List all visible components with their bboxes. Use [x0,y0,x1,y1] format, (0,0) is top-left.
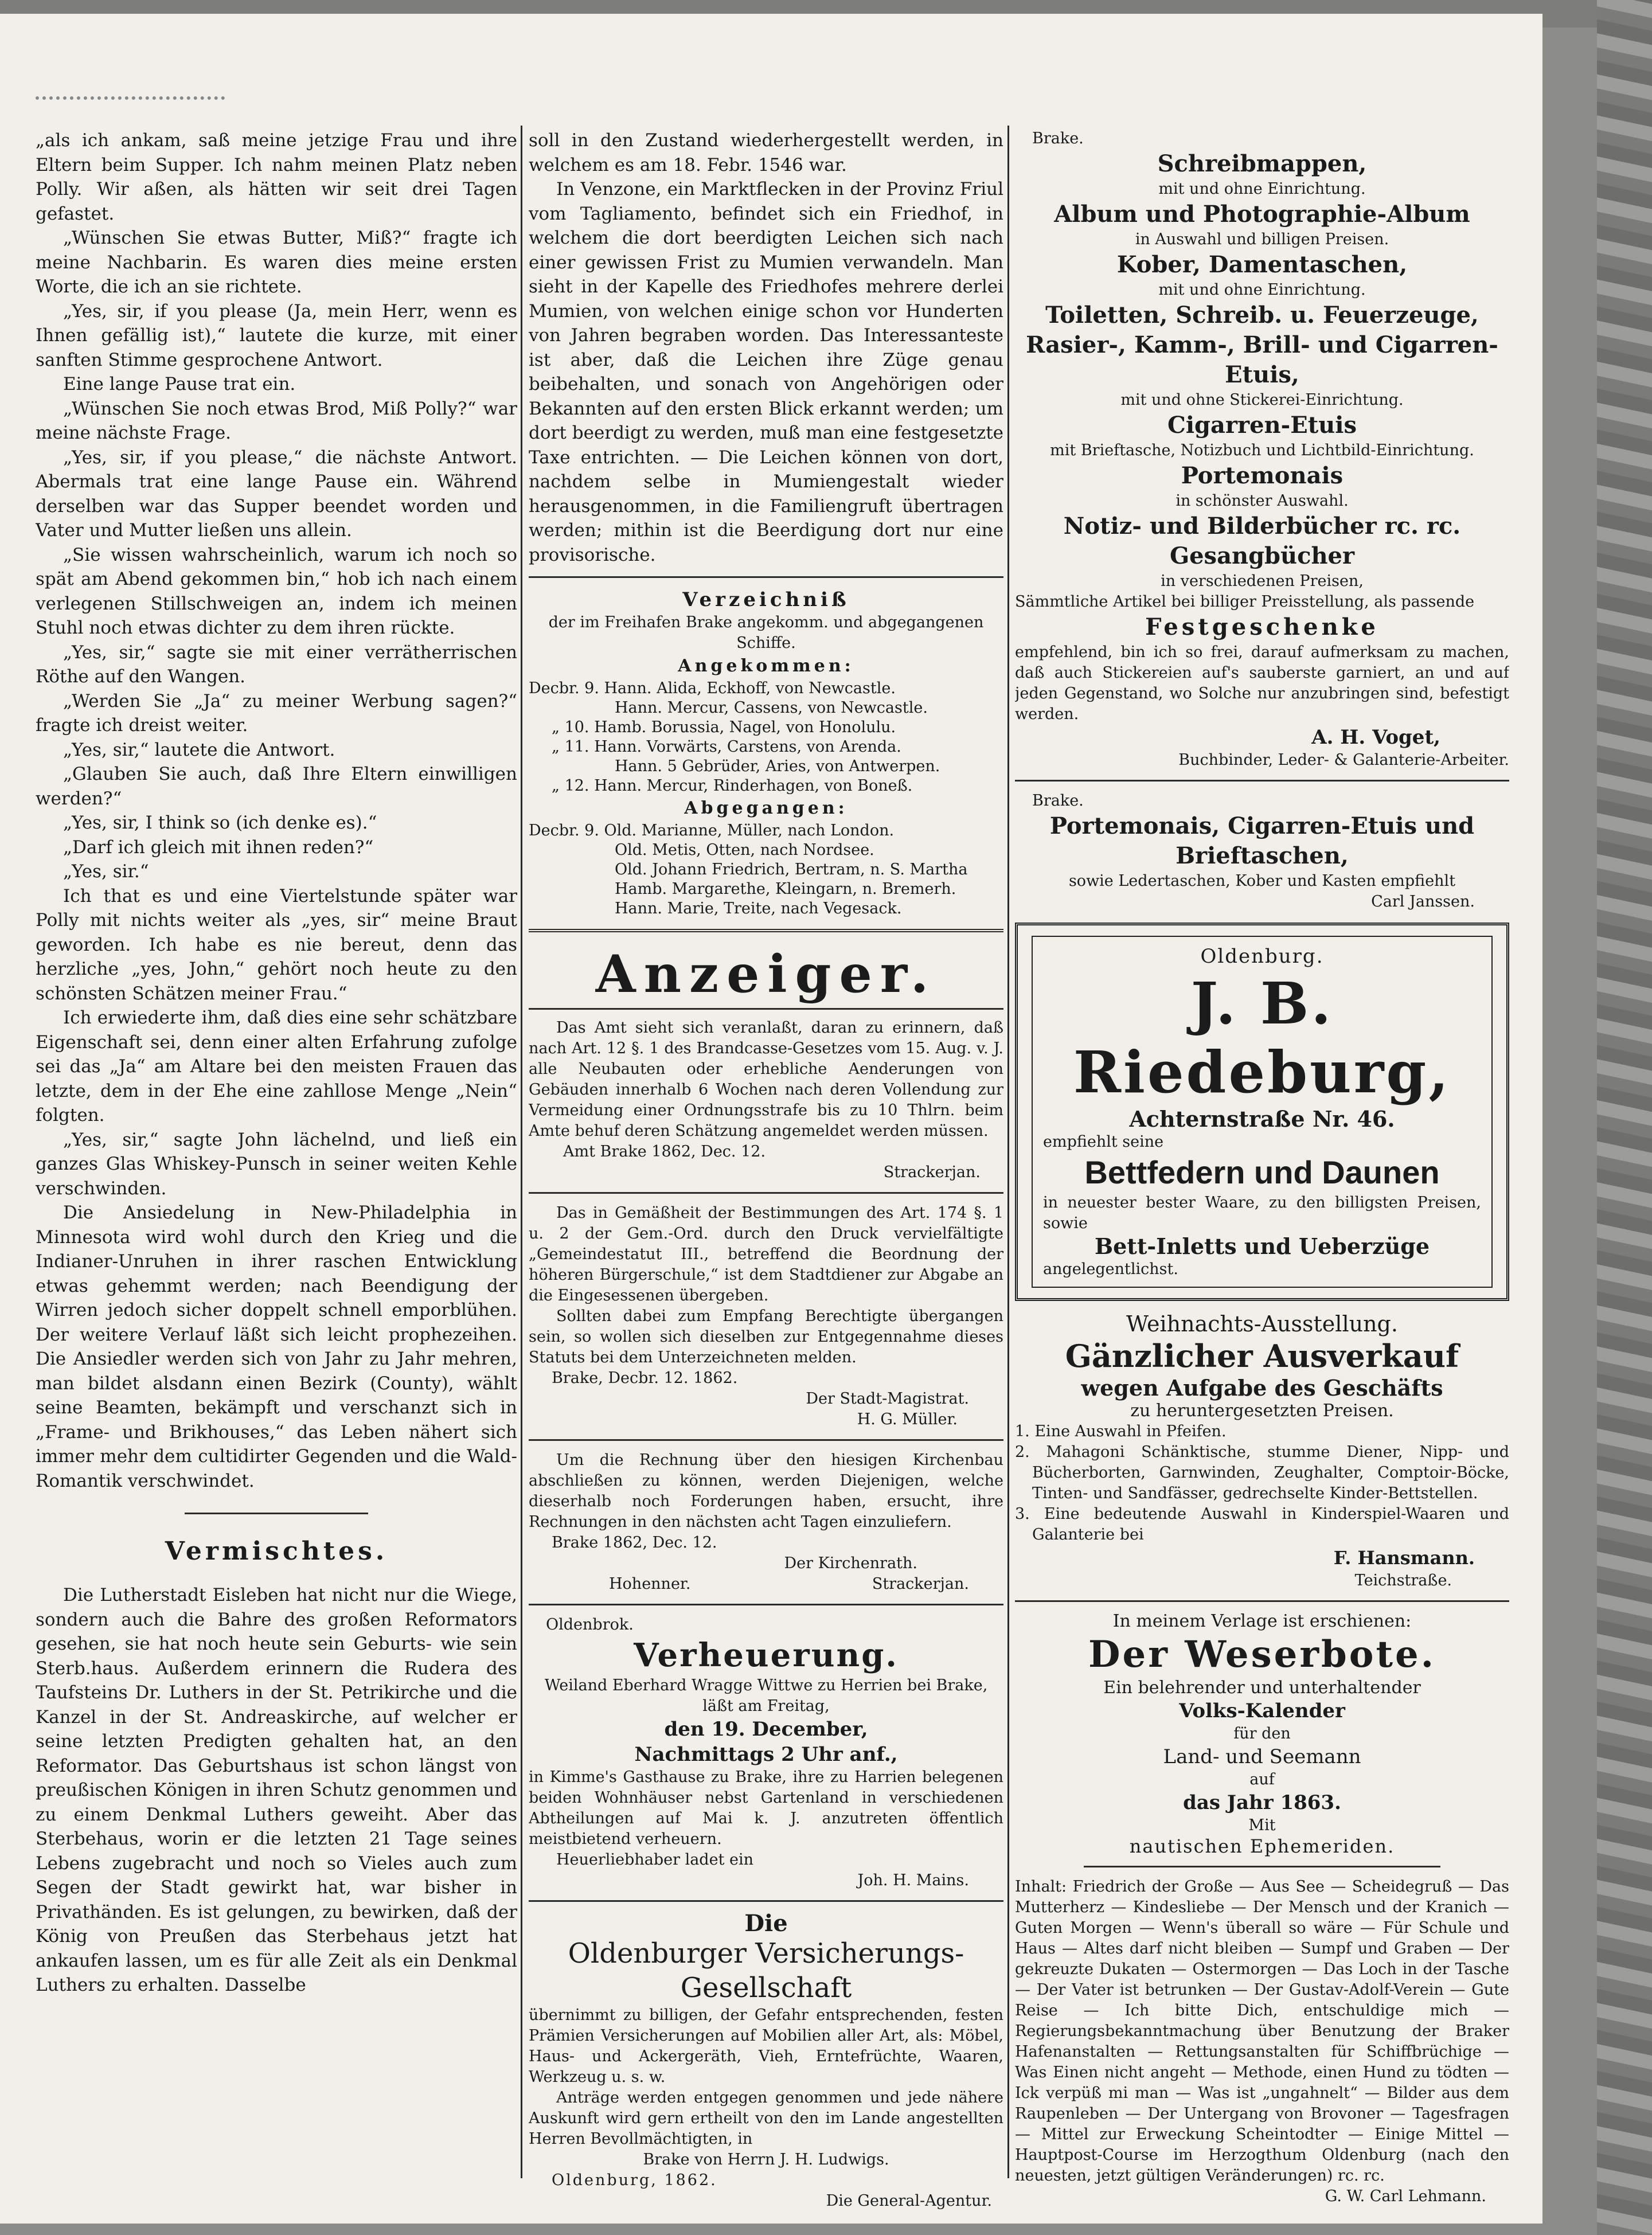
ship-entry: Hann. Marie, Treite, nach Vegesack. [615,900,902,917]
ad-line: Land- und Seemann [1163,1745,1361,1768]
ad-line: das Jahr 1863. [1183,1791,1341,1814]
ad-line: in verschiedenen Preisen, [1161,572,1364,590]
ad-line: Gesangbücher [1169,542,1355,569]
paragraph: Die Lutherstadt Eisleben hat nicht nur die Wiege, sondern auch die Bahre des großen Reformators gesehen, sie hat noch heute sein Geburts- wie sein Sterb.haus. Außerdem erinnern die Rudera des Taufsteins Dr. Luthers in der St. Petrikirche und die Kanzel in der St. Andreaskirche, auf welcher er seine letzten Predigten gehalten hat, an den Reformator. Das Geburtshaus ist schon längst von preußischen Königen in ihren Schutz genommen und zu einem Denkmal Luthers geweiht. Aber das Sterbehaus, worin er die letzten 21 Tage seines Lebens zugebracht und noch so Vieles auch zum Segen der Stadt gewirkt hat, war bisher in Privathänden. Es ist gelungen, zu bewirken, daß der König von Preußen das Sterbehaus jetzt hat ankaufen lassen, um es für alle Zeit als ein Denkmal Luthers zu erhalten. Dasselbe [36,1585,517,1995]
paragraph: „Yes, sir, if you please,“ die nächste Antwort. Abermals trat eine lange Pause ein. Während derselben war das Supper beendet worden und Vater und Mutter ließen uns allein. [36,447,517,541]
notice-office: Der Kirchenrath. [784,1554,917,1572]
ad-subtitle: wegen Aufgabe des Geschäfts [1081,1375,1443,1401]
ad-heading: Weihnachts-Ausstellung. [1126,1311,1398,1337]
divider [185,1513,368,1514]
notice-title: Verheuerung. [634,1636,899,1674]
notice-text: Um die Rechnung über den hiesigen Kirchenbau abschließen zu können, werden Diejenigen, welche dieserhalb noch Forderungen haben, ersucht, ihre Rechnungen in den nächsten acht Tagen einzuliefern. [529,1451,1003,1531]
ad-address: Achternstraße Nr. 46. [1129,1106,1395,1132]
notice-signer: Joh. H. Mains. [857,1871,969,1889]
notice-signer: Strackerjan. [883,1163,981,1181]
divider [529,1900,1003,1902]
ship-entry: „ 11. Hann. Vorwärts, Carstens, von Arenda. [552,738,901,756]
departed-heading: Abgegangen: [684,798,848,818]
divider [1015,1600,1509,1602]
ad-line: Toiletten, Schreib. u. Feuerzeuge, Rasier-, Kamm-, Brill- und Cigarren-Etuis, [1026,302,1498,388]
ship-entry: Hamb. Margarethe, Kleingarn, n. Bremerh. [615,880,956,898]
ship-entry: „ 10. Hamb. Borussia, Nagel, von Honolulu. [552,718,896,736]
notice-text: Heuerliebhaber ladet ein [556,1851,753,1869]
insurance-title: Oldenburger Versicherungs-Gesellschaft [568,1937,964,2004]
paragraph: „Sie wissen wahrscheinlich, warum ich noch so spät am Abend gekommen bin,“ hob ich nach einem verlegenen Stillschweigen an, indem ich meinen Stuhl noch etwas dichter zu dem ihren rückte. [36,544,517,638]
ad-product: Bett-Inletts und Ueberzüge [1094,1233,1430,1259]
ad-line: Notiz- und Bilderbücher rc. rc. [1063,513,1461,540]
ship-entry: Old. Johann Friedrich, Bertram, n. S. Martha [615,861,968,878]
ad-line: auf [1249,1771,1275,1788]
ad-intro: In meinem Verlage ist erschienen: [1112,1611,1412,1631]
ship-entry: Decbr. 9. Hann. Alida, Eckhoff, von Newcastle. [529,679,896,697]
paragraph: „Yes, sir,“ sagte sie mit einer verrätherrischen Röthe auf den Wangen. [36,642,517,687]
list-item: 2. Mahagoni Schänktische, stumme Diener, Nipp- und Bücherborten, Garnwinden, Zeughalter, Comptoir-Böcke, Tinten- und Sandfässer, gedrechselte Kinder-Bettstellen. [1015,1443,1509,1502]
ad-company: J. B. Riedeburg, [1073,970,1451,1106]
paragraph: „Yes, sir, I think so (ich denke es).“ [63,812,377,833]
ad-line: Ein belehrender und unterhaltender [1103,1678,1421,1698]
ad-heading: Festgeschenke [1145,614,1379,640]
ad-line: mit und ohne Stickerei-Einrichtung. [1120,391,1404,409]
paragraph: „Yes, sir,“ sagte John lächelnd, und ließ ein ganzes Glas Whiskey-Punsch in seiner weiten Kehle verschwinden. [36,1129,517,1199]
notice-text: in Kimme's Gasthause zu Brake, ihre zu Harrien belegenen beiden Wohnhäuser nebst Gartenland in verschiedenen Abtheilungen auf Mai k. J. anzutreten öffentlich meistbietend verheuern. [529,1768,1003,1848]
ad-signer: G. W. Carl Lehmann. [1325,2187,1486,2205]
paragraph: „Darf ich gleich mit ihnen reden?“ [63,837,374,858]
ad-place: Oldenburg. [1200,945,1324,968]
newspaper-page [0,14,1542,2224]
paragraph: soll in den Zustand wiederhergestellt werden, in welchem es am 18. Febr. 1546 war. [529,130,1003,175]
column-left [36,128,517,1998]
notice-date: Oldenburg, 1862. [552,2171,717,2189]
ad-list [1015,1421,1509,1545]
divider [1015,780,1509,782]
paragraph: „Wünschen Sie etwas Butter, Miß?“ fragte ich meine Nachbarin. Es waren dies meine ersten Worte, die ich an sie richtete. [36,228,517,297]
ad-line: Mit [1248,1816,1276,1834]
ad-line: Cigarren-Etuis [1167,412,1357,439]
ad-line: mit und ohne Einrichtung. [1158,180,1366,198]
paragraph: Ich erwiederte ihm, daß dies eine sehr schätzbare Eigenschaft sei, denn einer alten Erfahrung zufolge sei das „Ja“ am Altare bei den meisten Frauen das letzte, dem in der Ehe eine zahllose Menge „Nein“ folgten. [36,1007,517,1126]
notice-office: Der Stadt-Magistrat. [806,1390,969,1408]
paragraph: „Wünschen Sie noch etwas Brod, Miß Polly?“ war meine nächste Frage. [36,398,517,443]
paragraph: „Yes, sir.“ [63,861,149,882]
ad-text: Sämmtliche Artikel bei billiger Preisstellung, als passende [1015,593,1475,611]
ad-contents: Inhalt: Friedrich der Große — Aus See — Scheidegruß — Das Mutterherz — Kindesliebe — Der Mensch und der Kranich — Guten Morgen — Wenn's überall so wäre — Für Schule und Haus — Altes darf nicht bleiben — Sumpf und Graben — Der gekreuzte Dukaten — Ostermorgen — Das Loch in der Tasche — Der Vater ist betrunken — Der Gustav-Adolf-Verein — Gute Reise — Ich bitte Dich, entschuldige mich — Regierungsbekanntmachung über Benutzung der Braker Hafenanstalten — Rettungsanstalten für Schiffbrüchige — Was Einen nicht angeht — Methode, einen Hund zu tödten — Ick verpüß mi man — Was ist „ungahnelt“ — Bilder aus dem Raupenleben — Der Untergang von Brovoner — Tagesfragen — Mittel zur Erweckung Scheintodter — Einige Mittel — Hauptpost-Course im Herzogthum Oldenburg (nach den neuesten, jetzt gültigen Veränderungen) rc. rc. [1015,1878,1509,2185]
notice-date: Brake 1862, Dec. 12. [552,1534,717,1552]
notice-signer: Die General-Agentur. [826,2192,992,2210]
ad-line: in schönster Auswahl. [1175,492,1349,510]
ad-text: sowie Ledertaschen, Kober und Kasten empfiehlt [1068,872,1456,890]
binding-edge [1597,0,1652,2235]
divider [529,1604,1003,1605]
ship-entry: „ 12. Hann. Mercur, Rinderhagen, von Boneß. [552,777,913,795]
riedeburg-ad-frame [1015,923,1509,1301]
divider [529,1008,1003,1010]
list-item: 1. Eine Auswahl in Pfeifen. [1015,1423,1227,1440]
paragraph: „Glauben Sie auch, daß Ihre Eltern einwilligen werden?“ [36,764,517,809]
ad-line: Album und Photographie-Album [1054,201,1470,228]
paragraph: In Venzone, ein Marktflecken in der Provinz Friul vom Tagliamento, befindet sich ein Friedhof, in welchem die dort beerdigten Leichen sich nach einer gewissen Frist zu Mumien verwandeln. Man sieht in der Kapelle des Friedhofes mehrere derlei Mumien, von welchen einige schon vor Hunderten von Jahren begraben worden. Das Interessanteste ist aber, daß die Leichen ihre Züge genau beibehalten, und sonach von Angehörigen oder Bekannten auf den ersten Blick erkannt werden; um dort beerdigt zu werden, muß man eine festgesetzte Taxe entrichten. — Die Leichen können von dort, nachdem selbe in Mumiengestalt wieder herausgenommen, in die Familiengruft übertragen werden; mithin ist die Beerdigung dort nur eine provisorische. [529,179,1003,565]
ad-line: nautischen Ephemeriden. [1129,1835,1395,1857]
notice-place: Oldenbrok. [546,1616,634,1634]
divider [1084,1866,1440,1867]
column-rule [1007,126,1009,2178]
ship-list-subtitle: der im Freihafen Brake angekomm. und abgegangenen Schiffe. [548,614,984,652]
paragraph: „als ich ankam, saß meine jetzige Frau und ihre Eltern beim Supper. Ich nahm meinen Platz neben Polly. Wir aßen, als hätten wir seit drei Tagen gefastet. [36,130,517,224]
ad-place: Brake. [1032,792,1084,810]
ad-line: Volks-Kalender [1179,1699,1345,1722]
column-rule [521,126,522,2178]
ad-line: Schreibmappen, [1157,150,1367,177]
notice-date: Brake, Decbr. 12. 1862. [552,1369,738,1387]
notice-signer: H. G. Müller. [857,1410,958,1428]
notice-text: Weiland Eberhard Wragge Wittwe zu Herrien bei Brake, läßt am Freitag, [544,1677,988,1715]
paragraph: „Yes, sir, if you please (Ja, mein Herr, wenn es Ihnen gefällig ist),“ lautete die kurze, mit einer sanften Stimme gesprochene Antwort. [36,300,517,370]
ad-title: Gänzlicher Ausverkauf [1065,1338,1459,1374]
ship-entry: Hann. Mercur, Cassens, von Newcastle. [615,699,928,717]
ad-line: in Auswahl und billigen Preisen. [1135,230,1389,248]
paragraph: Ich that es und eine Viertelstunde später war Polly mit nichts weiter als „yes, sir“ meine Braut geworden. Ich habe es nie bereut, denn das herzliche „yes, John,“ gehört noch heute zu den schönsten Schätzen meiner Frau.“ [36,885,517,1004]
notice-text: Das Amt sieht sich veranlaßt, daran zu erinnern, daß nach Art. 12 §. 1 des Brandcasse-Gesetzes vom 15. Aug. v. J. alle Neubauten oder erhebliche Aenderungen von Gebäuden innerhalb 6 Wochen nach deren Vollendung zur Vermeidung einer Ordnungsstrafe bis zu 10 Thlrn. beim Amte behuf deren Schätzung angemeldet werden müssen. [529,1019,1003,1140]
paragraph: Eine lange Pause trat ein. [63,374,296,394]
notice-text: Anträge werden entgegen genommen und jede nähere Auskunft wird gern ertheilt von den im Lande angestellten Herren Bevollmächtigten, in [529,2089,1003,2148]
ad-street: Teichstraße. [1354,1572,1452,1589]
header-rule [36,87,225,100]
ad-text: empfiehlt seine [1043,1133,1164,1151]
column-middle [529,128,1003,2211]
section-heading: Vermischtes. [165,1537,388,1566]
ad-signer: A. H. Voget, [1311,726,1440,749]
notice-signer: Hohenner. [609,1575,691,1593]
divider [529,1439,1003,1441]
paragraph: Die Ansiedelung in New-Philadelphia in Minnesota wird wohl durch den Krieg und die Indianer-Unruhen in ihrer raschen Entwicklung etwas gehemmt werden; nach Beendigung der Wirren jedoch sicher doppelt schnell emporblühen. Der weitere Verlauf läßt sich leicht prophezeihen. Die Ansiedler werden sich von Jahr zu Jahr mehren, man bildet alsdann einen Bezirk (County), wählt seine Beamten, bekämpft und verschanzt sich in „Frame- und Brikhouses,“ das Leben nähert sich immer mehr dem cultidirter Gegenden und die Wald-Romantik verschwindet. [36,1202,517,1491]
ad-line: für den [1233,1725,1291,1742]
anzeiger-heading: Anzeiger. [595,944,937,1005]
paragraph: „Yes, sir,“ lautete die Antwort. [63,739,335,760]
ad-line: mit Brieftasche, Notizbuch und Lichtbild-Einrichtung. [1050,441,1474,459]
notice-time: Nachmittags 2 Uhr anf., [634,1743,898,1766]
insurance-agent: Brake von Herrn J. H. Ludwigs. [643,2151,889,2168]
ad-product: Bettfedern und Daunen [1084,1154,1440,1190]
ad-trade: Buchbinder, Leder- & Galanterie-Arbeiter. [1178,751,1509,769]
ad-line: Kober, Damentaschen, [1116,251,1408,278]
ad-text: angelegentlichst. [1043,1260,1178,1278]
ad-line: Portemonais [1181,462,1344,489]
notice-text: übernimmt zu billigen, der Gefahr entsprechenden, festen Prämien Versicherungen auf Mobilien aller Art, als: Möbel, Haus- und Ackergeräth, Vieh, Erntefrüchte, Waaren, Werkzeug u. s. w. [529,2006,1003,2086]
insurance-die: Die [744,1910,788,1937]
ad-title: Portemonais, Cigarren-Etuis und Brieftaschen, [1049,812,1475,869]
divider [529,576,1003,578]
ad-signer: F. Hansmann. [1333,1547,1475,1569]
notice-date: Amt Brake 1862, Dec. 12. [563,1143,766,1161]
ad-line: mit und ohne Einrichtung. [1158,281,1366,299]
ad-subtitle: zu heruntergesetzten Preisen. [1130,1401,1394,1421]
paragraph: „Werden Sie „Ja“ zu meiner Werbung sagen?“ fragte ich dreist weiter. [36,690,517,736]
riedeburg-ad [1032,936,1493,1288]
notice-text: Das in Gemäßheit der Bestimmungen des Art. 174 §. 1 u. 2 der Gem.-Ord. durch den Druck vervielfältigte „Gemeindestatut III., betreffend die Beordnung der höheren Bürgerschule,“ ist dem Stadtdiener zur Abgabe an die Eingesessenen übergeben. [529,1204,1003,1304]
ad-text: in neuester bester Waare, zu den billigsten Preisen, sowie [1043,1194,1481,1232]
ship-list-title: Verzeichniß [682,588,850,611]
ad-title: Der Weserbote. [1088,1633,1436,1676]
ship-entry: Decbr. 9. Old. Marianne, Müller, nach London. [529,822,895,839]
notice-signer: Strackerjan. [872,1575,969,1593]
column-right [1015,128,1509,2207]
ad-signer: Carl Janssen. [1371,893,1475,911]
divider [529,929,1003,932]
notice-date: den 19. December, [664,1718,868,1741]
ad-text: empfehlend, bin ich so frei, darauf aufmerksam zu machen, daß auch Stickereien auf's sauberste garniert, an und auf jeden Gegenstand, wo Solche nur anzubringen sind, befestigt werden. [1015,643,1509,723]
list-item: 3. Eine bedeutende Auswahl in Kinderspiel-Waaren und Galanterie bei [1015,1505,1509,1544]
divider [529,1192,1003,1194]
arrived-heading: Angekommen: [678,656,854,676]
notice-text: Sollten dabei zum Empfang Berechtigte übergangen sein, so wollen sich dieselben zur Entgegennahme dieses Statuts bei dem Unterzeichneten melden. [529,1307,1003,1366]
notice-signers [529,1574,1003,1595]
ship-entry: Hann. 5 Gebrüder, Aries, von Antwerpen. [615,757,940,775]
ad-place: Brake. [1032,130,1084,147]
ship-entry: Old. Metis, Otten, nach Nordsee. [615,841,874,859]
